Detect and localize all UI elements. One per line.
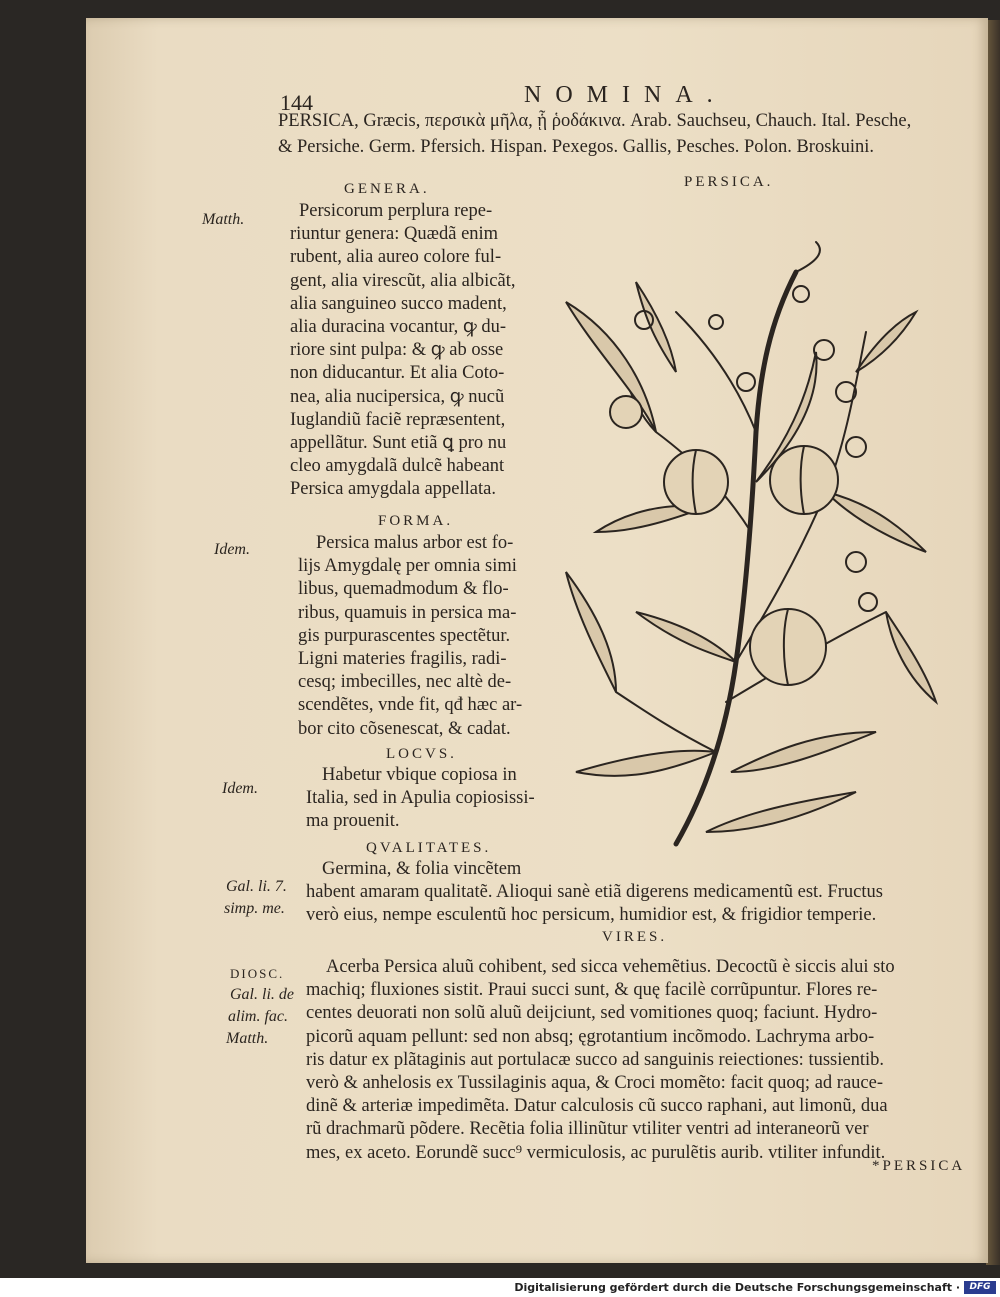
margin-note-qualitates-1: Gal. li. 7. bbox=[226, 878, 287, 895]
text-line: Iuglandiũ faciẽ repræsentent, bbox=[290, 409, 506, 430]
margin-note-vires-2: Gal. li. de bbox=[230, 986, 294, 1003]
text-line: machiq; fluxiones sistit. Praui succi sunt, & quę facilè corrũpuntur. Flores re- bbox=[306, 980, 878, 1001]
vires-text bbox=[306, 956, 895, 1165]
text-line: Germina, & folia vincẽtem bbox=[322, 859, 522, 879]
text-line: riuntur genera: Quædã enim bbox=[290, 224, 499, 245]
section-heading-locus: LOCVS. bbox=[386, 746, 457, 762]
text-line: Persicorum perplura repe- bbox=[299, 201, 493, 221]
text-line: picorũ aquam pellunt: sed non absq; ęgrotantium incõmodo. Lachryma arbo- bbox=[306, 1026, 875, 1047]
margin-note-locus: Idem. bbox=[222, 780, 258, 797]
section-heading-vires: VIRES. bbox=[602, 929, 668, 945]
text-line: dinẽ & arteriæ impedimẽta. Datur calculosis cũ succo raphani, aut limonũ, dua bbox=[306, 1096, 888, 1117]
text-line: rũ drachmarũ põdere. Recẽtia folia illinũtur vtiliter ventri ad interaneorũ ver bbox=[306, 1119, 869, 1140]
text-line: scendẽtes, vnde fit, qđ hæc ar- bbox=[298, 695, 523, 716]
page-number: 144 bbox=[280, 90, 313, 115]
text-line: Ligni materies fragilis, radi- bbox=[298, 649, 507, 670]
text-line: nea, alia nucipersica, ꝙ nucũ bbox=[290, 386, 505, 407]
peach-branch-woodcut-icon bbox=[556, 232, 952, 858]
illustration-caption: PERSICA. bbox=[684, 174, 774, 190]
text-line: Persica amygdala appellata. bbox=[290, 479, 496, 500]
text-line: Persica malus arbor est fo- bbox=[316, 533, 514, 553]
section-heading-forma: FORMA. bbox=[378, 513, 454, 529]
text-line: habent amaram qualitatẽ. Alioqui sanè etiã digerens medicamentũ est. Fructus bbox=[306, 882, 883, 903]
qualitates-text bbox=[306, 858, 883, 928]
text-line: mes, ex aceto. Eorundẽ succ⁹ vermiculosis, ac purulẽtis aurib. vtiliter infundit. bbox=[306, 1142, 886, 1163]
text-line: riore sint pulpa: & ꝙ ab osse bbox=[290, 340, 504, 361]
book-edge bbox=[986, 20, 1000, 1265]
margin-note-qualitates-2: simp. me. bbox=[224, 900, 285, 917]
text-line: lijs Amygdalę per omnia simi bbox=[298, 556, 517, 577]
margin-note-vires-1: DIOSC. bbox=[230, 966, 285, 981]
text-line: Habetur vbique copiosa in bbox=[322, 765, 517, 785]
running-title: NOMINA. bbox=[524, 82, 727, 108]
margin-note-genera: Matth. bbox=[202, 211, 245, 228]
text-line: ma prouenit. bbox=[306, 811, 400, 832]
text-line: bor cito cõsenescat, & cadat. bbox=[298, 718, 511, 739]
dfg-logo: DFG bbox=[964, 1281, 996, 1294]
text-line: gis purpurascentes spectẽtur. bbox=[298, 625, 511, 646]
text-line: alia duracina vocantur, ꝙ du- bbox=[290, 317, 507, 338]
nomina-line-2: & Persiche. Germ. Pfersich. Hispan. Pexegos. Gallis, Pesches. Polon. Broskuini. bbox=[278, 137, 875, 157]
locus-text bbox=[306, 764, 535, 834]
section-heading-qualitates: QVALITATES. bbox=[366, 840, 492, 856]
footer-credit: Digitalisierung gefördert durch die Deutsche Forschungsgemeinschaft · bbox=[514, 1281, 960, 1294]
margin-note-forma: Idem. bbox=[214, 541, 250, 558]
text-line: appellãtur. Sunt etiã ꝗ pro nu bbox=[290, 433, 507, 454]
forma-text bbox=[298, 532, 522, 741]
text-line: verò eius, nempe esculentũ hoc persicum, humidior est, & frigidior temperie. bbox=[306, 905, 877, 926]
text-line: centes deuorati non solũ aluũ deijciunt, sed vomitiones quoq; faciunt. Hydro- bbox=[306, 1003, 878, 1024]
nomina-line-1: PERSICA, Græcis, περσικὰ μῆλα, ᾗ ῥοδάκινα. Arab. Sauchseu, Chauch. Ital. Pesche, bbox=[278, 111, 912, 131]
catchword: *PERSICA bbox=[872, 1158, 966, 1174]
text-line: ris datur ex plãtaginis aut portulacæ succo ad sanguinis reiectiones: tussientib. bbox=[306, 1049, 884, 1070]
text-line: cleo amygdalã dulcẽ habeant bbox=[290, 456, 505, 477]
margin-note-vires-3: alim. fac. bbox=[228, 1008, 288, 1025]
margin-note-vires-4: Matth. bbox=[226, 1030, 269, 1047]
text-line: alia sanguineo succo madent, bbox=[290, 293, 507, 314]
footer-bar bbox=[0, 1278, 1000, 1297]
section-heading-genera: GENERA. bbox=[344, 181, 430, 197]
text-line: gent, alia virescũt, alia albicãt, bbox=[290, 270, 516, 291]
text-line: libus, quemadmodum & flo- bbox=[298, 579, 509, 600]
text-line: Italia, sed in Apulia copiosissi- bbox=[306, 788, 535, 809]
text-line: ribus, quamuis in persica ma- bbox=[298, 602, 517, 623]
text-line: Acerba Persica aluũ cohibent, sed sicca vehemẽtius. Decoctũ è siccis alui sto bbox=[326, 957, 895, 977]
text-line: verò & anhelosis ex Tussilaginis aqua, & Croci momẽto: facit quoq; ad rauce- bbox=[306, 1073, 883, 1094]
text-line: non diducantur. Et alia Coto- bbox=[290, 363, 505, 384]
text-line: rubent, alia aureo colore ful- bbox=[290, 247, 502, 268]
genera-text bbox=[290, 200, 516, 502]
text-line: cesq; imbecilles, nec altè de- bbox=[298, 672, 512, 693]
